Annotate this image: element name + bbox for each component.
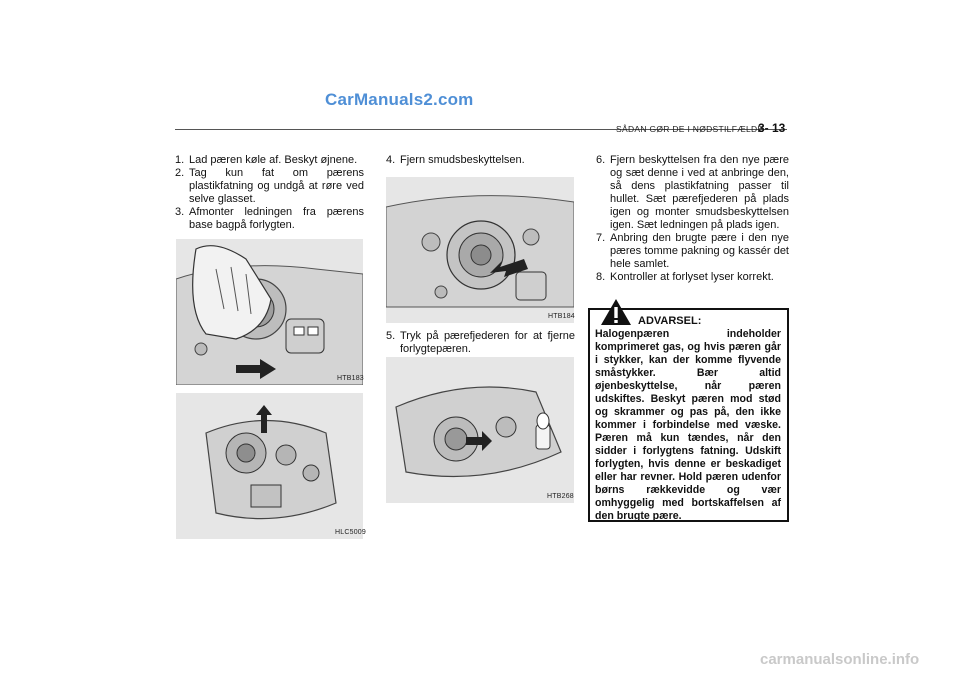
figure-label-htb184: HTB184 bbox=[548, 313, 575, 320]
figure-label-htb268: HTB268 bbox=[547, 493, 574, 500]
column-3-text bbox=[596, 154, 789, 284]
illustration-headlamp-rear bbox=[176, 393, 363, 539]
figure-htb268 bbox=[386, 357, 574, 503]
step-2: 2. Tag kun fat om pærens plastikfatning og undgå at røre ved selve glasset. bbox=[175, 167, 364, 205]
footer-watermark[interactable]: carmanualsonline.info bbox=[760, 651, 920, 668]
figure-hlc5009 bbox=[176, 393, 363, 539]
figure-label-hlc5009: HLC5009 bbox=[335, 529, 366, 536]
step-1: 1. Lad pæren køle af. Beskyt øjnene. bbox=[175, 154, 358, 166]
step-3: 3. Afmonter ledningen fra pærens base bagpå forlygten. bbox=[175, 206, 364, 231]
illustration-release-bulb-spring bbox=[386, 357, 574, 503]
step-4: 4. Fjern smudsbeskyttelsen. bbox=[386, 154, 525, 166]
section-title: SÅDAN GØR DE I NØDSTILFÆLDE bbox=[616, 124, 764, 134]
figure-label-htb183: HTB183 bbox=[337, 375, 364, 382]
brand-watermark[interactable]: CarManuals2.com bbox=[325, 90, 474, 109]
page-number: 3- 13 bbox=[758, 121, 786, 135]
step-7: 7. Anbring den brugte pære i den nye pæres tomme pakning og kassér det hele samlet. bbox=[596, 232, 789, 270]
illustration-unplug-connector bbox=[176, 239, 363, 385]
warning-body: Halogenpæren indeholder komprimeret gas, og hvis pæren går i stykker, kan der komme flyvende småstykker. Bær altid øjenbeskyttelse, når pæren udskiftes. Beskyt pæren mod stød og skrammer og pas på, den ikke kommer i forbindelse med væske. Pæren må kun tændes, når den sidder i forlygtens fatning. Udskift forlygten, hvis denne er beskadiget eller har revner. Hold pæren udenfor børns rækkevidde og vær omhyggelig med bortskaffelsen af den brugte pære. bbox=[595, 328, 781, 522]
figure-htb183 bbox=[176, 239, 363, 385]
warning-icon bbox=[600, 298, 632, 326]
column-1-text bbox=[175, 154, 364, 232]
step-8: 8. Kontroller at forlyset lyser korrekt. bbox=[596, 271, 774, 283]
warning-title: ADVARSEL: bbox=[638, 315, 702, 327]
step-6: 6. Fjern beskyttelsen fra den nye pære og sæt denne i ved at anbringe den, så dens plastikfatning passer til hullet. Sæt pærefjederen på plads igen og monter smudsbeskyttelsen igen. Sæt ledningen på plads igen. bbox=[596, 154, 789, 231]
illustration-remove-dust-cover bbox=[386, 177, 574, 323]
warning-box bbox=[588, 308, 789, 522]
figure-htb184 bbox=[386, 177, 574, 323]
step-5: 5. Tryk på pærefjederen for at fjerne forlygtepæren. bbox=[386, 330, 575, 355]
